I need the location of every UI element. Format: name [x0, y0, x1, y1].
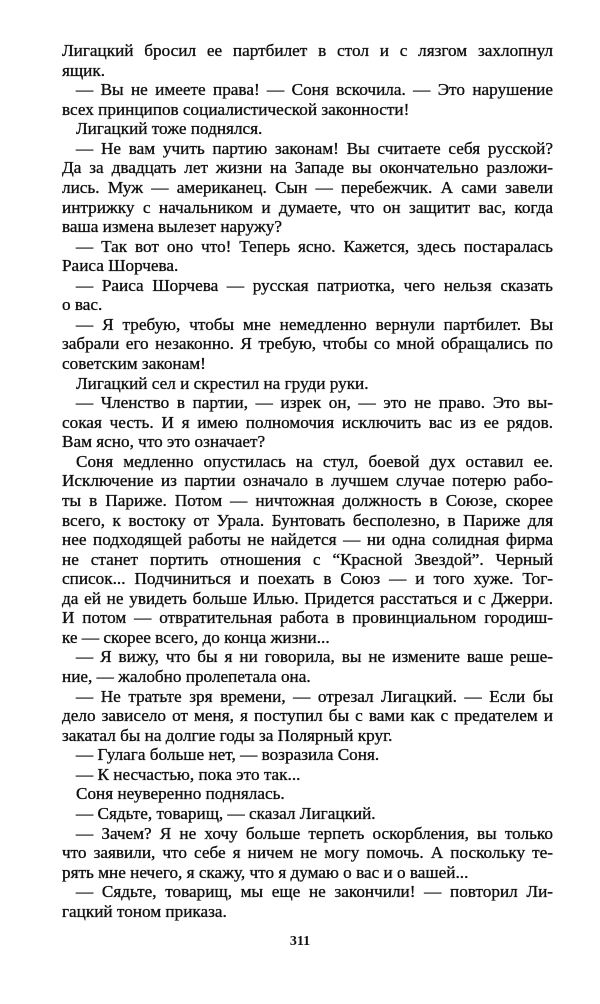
text-line: ящик.: [62, 60, 105, 80]
text-line: сокая честь. И я имею полномочия исключить вас из ее рядов.: [62, 412, 553, 432]
text-line: советским законам!: [62, 354, 206, 373]
text-line: — Не вам учить партию законам! Вы считаете себя русской?: [76, 138, 553, 158]
text-line: Вам ясно, что это означает?: [62, 432, 266, 452]
text-line: Да за двадцать лет жизни на Западе вы окончательно разложи-: [62, 158, 553, 178]
text-line: — Раиса Шорчева — русская патриотка, чего нельзя сказать: [76, 275, 553, 295]
text-line: всего, к востоку от Урала. Бунтовать бесполезно, в Париже для: [62, 510, 553, 530]
text-line: закатал бы на долгие годы за Полярный круг.: [62, 725, 393, 745]
book-page-text: [62, 41, 553, 921]
text-line: Соня неуверенно поднялась.: [76, 784, 285, 804]
text-line: что заявили, что себе я ничем не могу помочь. А поскольку те-: [62, 843, 553, 863]
text-line: рять мне нечего, я скажу, что я думаю о вас и о вашей...: [62, 862, 469, 882]
text-line: ваша измена вылезет наружу?: [62, 217, 283, 237]
text-line: всех принципов социалистической законности!: [62, 99, 410, 119]
text-line: — К несчастью, пока это так...: [76, 764, 301, 784]
text-line: И потом — отвратительная работа в провинциальном городиш-: [62, 608, 553, 628]
text-line: Лигацкий сел и скрестил на груди руки.: [76, 373, 369, 393]
text-line: не станет портить отношения с “Красной Звездой”. Черный: [62, 549, 553, 569]
text-line: — Сядьте, товарищ, — сказал Лигацкий.: [76, 803, 376, 823]
text-line: ние, — жалобно пролепетала она.: [62, 667, 311, 686]
text-line: — Не тратьте зря времени, — отрезал Лигацкий. — Если бы: [76, 686, 553, 706]
page-number: 311: [289, 934, 311, 949]
text-line: — Так вот оно что! Теперь ясно. Кажется, здесь постаралась: [76, 236, 553, 256]
text-line: дело зависело от меня, я поступил бы с вами как с предателем и: [62, 706, 553, 726]
text-line: Лигацкий тоже поднялся.: [76, 119, 263, 139]
text-line: Исключение из партии означало в лучшем случае потерю рабо-: [62, 471, 553, 491]
text-line: — Зачем? Я не хочу больше терпеть оскорбления, вы только: [76, 823, 553, 843]
text-line: да ей не увидеть больше Илью. Придется расстаться и с Джерри.: [62, 588, 553, 608]
text-line: список... Подчиниться и поехать в Союз — и того хуже. Тог-: [62, 569, 553, 589]
text-line: лись. Муж — американец. Сын — перебежчик. А сами завели: [62, 177, 553, 197]
text-line: ты в Париже. Потом — ничтожная должность в Союзе, скорее: [62, 490, 553, 510]
text-line: — Сядьте, товарищ, мы еще не закончили! — повторил Ли-: [76, 882, 553, 902]
text-line: забрали его незаконно. Я требую, чтобы со мной обращались по: [62, 334, 553, 354]
text-line: ке — скорее всего, до конца жизни...: [62, 627, 330, 647]
text-line: — Членство в партии, — изрек он, — это не право. Это вы-: [76, 393, 553, 413]
text-line: нее подходящей работы не найдется — ни одна солидная фирма: [62, 530, 553, 550]
text-line: — Я вижу, что бы я ни говорила, вы не измените ваше реше-: [76, 647, 553, 667]
text-line: Раиса Шорчева.: [62, 256, 179, 276]
text-line: Соня медленно опустилась на стул, боевой дух оставил ее.: [76, 451, 553, 471]
text-line: гацкий тоном приказа.: [62, 901, 227, 921]
text-line: — Вы не имеете права! — Соня вскочила. — Это нарушение: [76, 80, 553, 100]
text-line: — Я требую, чтобы мне немедленно вернули партбилет. Вы: [76, 314, 553, 334]
text-line: — Гулага больше нет, — возразила Соня.: [76, 745, 380, 765]
text-line: о вас.: [62, 295, 103, 315]
text-line: интрижку с начальником и думаете, что он защитит вас, когда: [62, 197, 553, 217]
text-line: Лигацкий бросил ее партбилет в стол и с лязгом захлопнул: [62, 41, 553, 60]
